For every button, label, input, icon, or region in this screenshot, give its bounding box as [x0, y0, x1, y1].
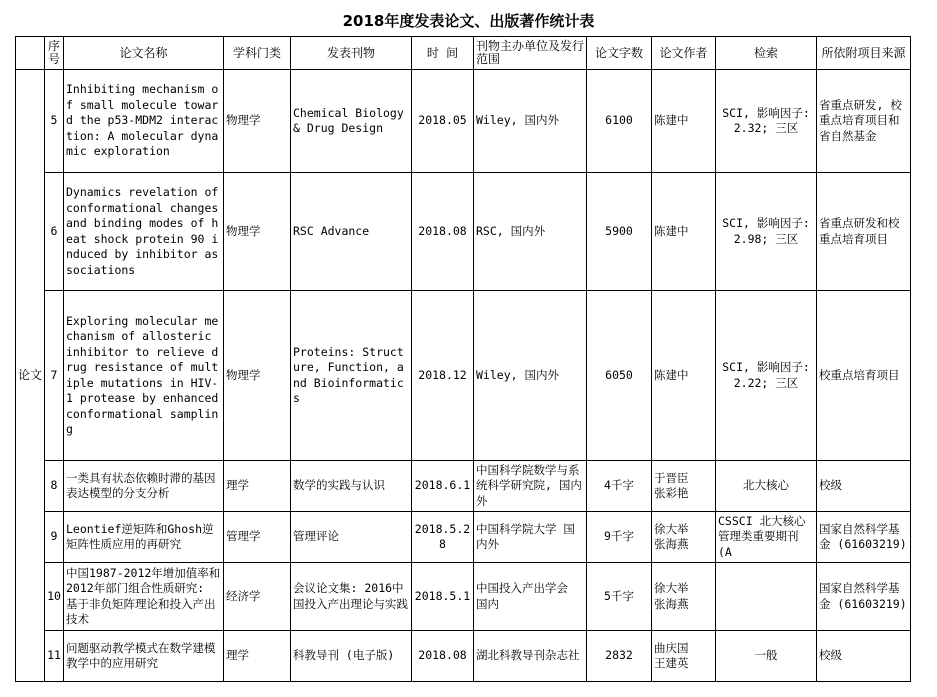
row-authors: 徐大举 张海燕 [652, 563, 716, 631]
row-index: SCI, 影响因子: 2.32; 三区 [716, 70, 817, 173]
header-words: 论文字数 [587, 37, 652, 70]
row-project: 省重点研发和校重点培育项目 [817, 173, 911, 291]
row-title: 中国1987-2012年增加值率和2012年部门组合性质研究: 基于非负矩阵理论和投入产出技术 [64, 563, 224, 631]
statistics-table [15, 36, 911, 682]
row-index [716, 563, 817, 631]
row-project: 校重点培育项目 [817, 291, 911, 461]
row-publisher: 湖北科教导刊杂志社 [474, 631, 587, 682]
row-no: 6 [45, 173, 64, 291]
row-words: 6050 [587, 291, 652, 461]
header-title: 论文名称 [64, 37, 224, 70]
page-title: 2018年度发表论文、出版著作统计表 [342, 12, 595, 30]
row-publisher: 中国投入产出学会 国内 [474, 563, 587, 631]
row-no: 8 [45, 461, 64, 512]
table-row [16, 563, 911, 631]
row-index: 一般 [716, 631, 817, 682]
row-date: 2018.5.28 [412, 512, 474, 563]
row-title: Leontief逆矩阵和Ghosh逆矩阵性质应用的再研究 [64, 512, 224, 563]
header-subject: 学科门类 [224, 37, 291, 70]
row-authors: 于晋臣 张彩艳 [652, 461, 716, 512]
row-publisher: Wiley, 国内外 [474, 291, 587, 461]
row-title: Dynamics revelation of conformational changes and binding modes of heat shock protein 90 induced by inhibitor associations [64, 173, 224, 291]
row-publisher: 中国科学院数学与系统科学研究院, 国内外 [474, 461, 587, 512]
row-project: 国家自然科学基金 (61603219) [817, 512, 911, 563]
row-words: 5900 [587, 173, 652, 291]
row-journal: RSC Advance [291, 173, 412, 291]
row-index: SCI, 影响因子: 2.98; 三区 [716, 173, 817, 291]
row-authors: 徐大举 张海燕 [652, 512, 716, 563]
row-publisher: RSC, 国内外 [474, 173, 587, 291]
row-project: 校级 [817, 461, 911, 512]
row-publisher: Wiley, 国内外 [474, 70, 587, 173]
row-authors: 曲庆国 王建英 [652, 631, 716, 682]
header-date: 时 间 [412, 37, 474, 70]
row-project: 国家自然科学基金 (61603219) [817, 563, 911, 631]
category-cell: 论文 [16, 70, 45, 682]
row-no: 10 [45, 563, 64, 631]
row-date: 2018.08 [412, 173, 474, 291]
row-words: 6100 [587, 70, 652, 173]
row-words: 9千字 [587, 512, 652, 563]
header-no: 序号 [45, 37, 64, 70]
row-journal: 会议论文集: 2016中国投入产出理论与实践 [291, 563, 412, 631]
row-authors: 陈建中 [652, 173, 716, 291]
row-journal: 数学的实践与认识 [291, 461, 412, 512]
row-title: 问题驱动教学模式在数学建模教学中的应用研究 [64, 631, 224, 682]
header-index: 检索 [716, 37, 817, 70]
row-no: 5 [45, 70, 64, 173]
row-no: 11 [45, 631, 64, 682]
row-journal: 科教导刊 (电子版) [291, 631, 412, 682]
row-project: 省重点研发, 校重点培育项目和省自然基金 [817, 70, 911, 173]
row-authors: 陈建中 [652, 291, 716, 461]
header-journal: 发表刊物 [291, 37, 412, 70]
row-date: 2018.5.1 [412, 563, 474, 631]
row-title: Inhibiting mechanism of small molecule toward the p53-MDM2 interaction: A molecular dynamic exploration [64, 70, 224, 173]
row-words: 4千字 [587, 461, 652, 512]
row-project: 校级 [817, 631, 911, 682]
header-publisher: 刊物主办单位及发行范围 [474, 37, 587, 70]
header-row [16, 37, 911, 70]
header-authors: 论文作者 [652, 37, 716, 70]
row-publisher: 中国科学院大学 国内外 [474, 512, 587, 563]
row-no: 9 [45, 512, 64, 563]
row-journal: Chemical Biology & Drug Design [291, 70, 412, 173]
row-journal: Proteins: Structure, Function, and Bioinformatics [291, 291, 412, 461]
row-no: 7 [45, 291, 64, 461]
row-subject: 管理学 [224, 512, 291, 563]
table-row [16, 173, 911, 291]
row-authors: 陈建中 [652, 70, 716, 173]
row-subject: 经济学 [224, 563, 291, 631]
table-row [16, 70, 911, 173]
row-subject: 物理学 [224, 291, 291, 461]
row-title: 一类具有状态依赖时滞的基因表达模型的分支分析 [64, 461, 224, 512]
row-date: 2018.08 [412, 631, 474, 682]
blank-header-cell [16, 37, 45, 70]
row-index: CSSCI 北大核心 管理类重要期刊 (A [716, 512, 817, 563]
row-date: 2018.05 [412, 70, 474, 173]
table-row [16, 631, 911, 682]
header-project: 所依附项目来源 [817, 37, 911, 70]
row-subject: 理学 [224, 631, 291, 682]
row-subject: 理学 [224, 461, 291, 512]
table-row [16, 461, 911, 512]
row-title: Exploring molecular mechanism of allosteric inhibitor to relieve drug resistance of multiple mutations in HIV-1 protease by enhanced conformational sampling [64, 291, 224, 461]
row-words: 2832 [587, 631, 652, 682]
table-row [16, 291, 911, 461]
table-row [16, 512, 911, 563]
row-words: 5千字 [587, 563, 652, 631]
row-index: 北大核心 [716, 461, 817, 512]
row-subject: 物理学 [224, 70, 291, 173]
row-date: 2018.12 [412, 291, 474, 461]
row-date: 2018.6.1 [412, 461, 474, 512]
row-journal: 管理评论 [291, 512, 412, 563]
row-subject: 物理学 [224, 173, 291, 291]
row-index: SCI, 影响因子: 2.22; 三区 [716, 291, 817, 461]
